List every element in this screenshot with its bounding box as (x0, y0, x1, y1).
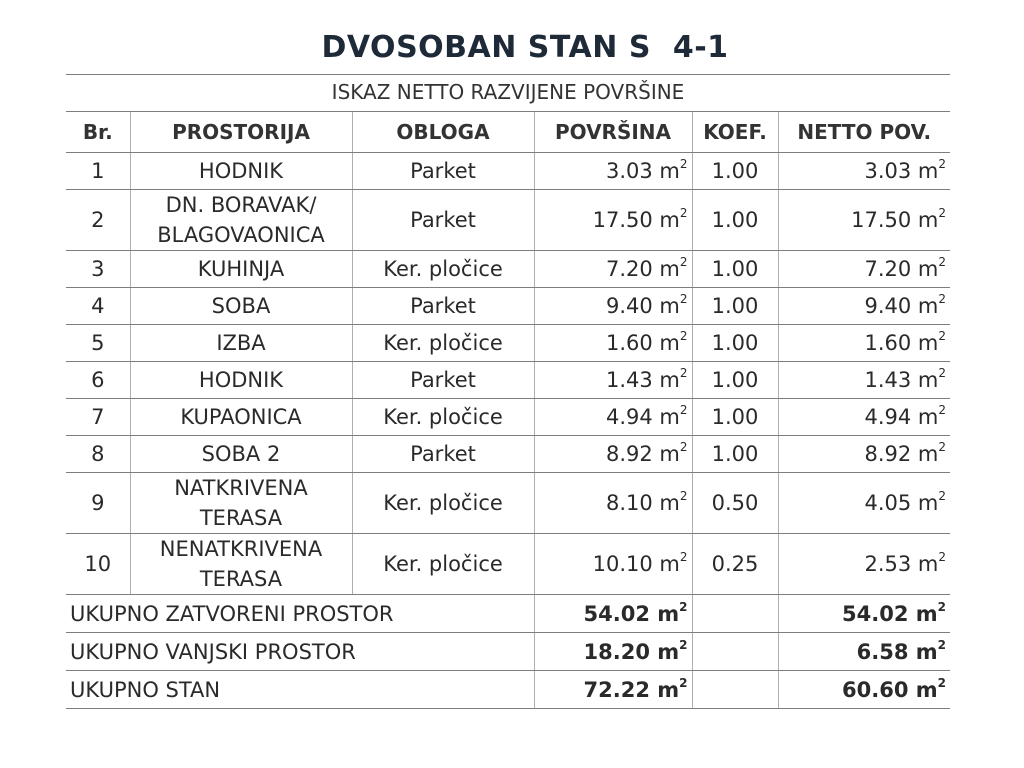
coefficient: 1.00 (692, 399, 778, 436)
unit-superscript: 2 (679, 329, 688, 343)
total-row (66, 595, 950, 633)
floor-covering: Ker. pločice (352, 473, 534, 534)
row-number: 5 (66, 325, 130, 362)
area-value-value: 1.60 m (605, 331, 680, 355)
header-povrsina: POVRŠINA (534, 112, 692, 153)
net-area-value (778, 399, 950, 436)
unit-superscript: 2 (938, 292, 946, 306)
area-value-value: 3.03 m (605, 159, 680, 183)
room-name-line: DN. BORAVAK/ (165, 193, 317, 217)
table-row (66, 362, 950, 399)
area-value (534, 251, 692, 288)
net-area-value-value: 1.43 m (864, 368, 939, 392)
area-value (534, 153, 692, 190)
unit-superscript: 2 (938, 157, 946, 171)
total-coef-empty (692, 671, 778, 709)
room-name: KUHINJA (130, 251, 352, 288)
room-name-line: TERASA (199, 567, 283, 591)
header-br: Br. (66, 112, 130, 153)
area-value (534, 190, 692, 251)
floor-covering: Parket (352, 436, 534, 473)
total-area-value-value: 72.22 m (583, 677, 680, 702)
total-label: UKUPNO ZATVORENI PROSTOR (66, 595, 534, 633)
unit-superscript: 2 (679, 550, 688, 564)
net-area-value-value: 8.92 m (864, 442, 939, 466)
row-number: 1 (66, 153, 130, 190)
net-area-value-value: 7.20 m (864, 257, 939, 281)
room-name (130, 190, 352, 251)
area-value (534, 288, 692, 325)
net-area-value-value: 17.50 m (851, 208, 939, 232)
net-area-value (778, 534, 950, 595)
total-coef-empty (692, 633, 778, 671)
unit-superscript: 2 (679, 206, 688, 220)
row-number: 9 (66, 473, 130, 534)
total-net-value (778, 595, 950, 633)
row-number: 6 (66, 362, 130, 399)
coefficient: 0.25 (692, 534, 778, 595)
table-row (66, 190, 950, 251)
room-name: SOBA (130, 288, 352, 325)
coefficient: 1.00 (692, 325, 778, 362)
net-area-value-value: 4.05 m (864, 491, 939, 515)
table-row (66, 399, 950, 436)
total-area-value-value: 18.20 m (583, 639, 680, 664)
unit-superscript: 2 (679, 675, 688, 690)
total-coef-empty (692, 595, 778, 633)
net-area-value (778, 436, 950, 473)
area-value-value: 10.10 m (592, 552, 680, 576)
unit-superscript: 2 (937, 637, 946, 652)
unit-superscript: 2 (938, 403, 946, 417)
net-area-value (778, 473, 950, 534)
top-divider (66, 74, 950, 75)
area-table (66, 111, 950, 709)
floor-covering: Ker. pločice (352, 325, 534, 362)
unit-superscript: 2 (679, 255, 688, 269)
coefficient: 1.00 (692, 436, 778, 473)
unit-superscript: 2 (679, 403, 688, 417)
floor-covering: Parket (352, 288, 534, 325)
total-row (66, 633, 950, 671)
net-area-value-value: 4.94 m (864, 405, 939, 429)
total-label: UKUPNO VANJSKI PROSTOR (66, 633, 534, 671)
floor-covering: Ker. pločice (352, 534, 534, 595)
table-header-row (66, 112, 950, 153)
room-name: IZBA (130, 325, 352, 362)
unit-superscript: 2 (679, 292, 688, 306)
row-number: 2 (66, 190, 130, 251)
floor-covering: Ker. pločice (352, 399, 534, 436)
net-area-value-value: 2.53 m (864, 552, 939, 576)
unit-superscript: 2 (938, 206, 946, 220)
room-name (130, 534, 352, 595)
row-number: 4 (66, 288, 130, 325)
net-area-value (778, 288, 950, 325)
unit-superscript: 2 (938, 255, 946, 269)
net-area-value (778, 362, 950, 399)
row-number: 3 (66, 251, 130, 288)
total-area-value (534, 671, 692, 709)
area-value (534, 325, 692, 362)
area-value (534, 362, 692, 399)
area-value-value: 7.20 m (605, 257, 680, 281)
unit-superscript: 2 (938, 489, 946, 503)
area-value-value: 4.94 m (605, 405, 680, 429)
table-row (66, 288, 950, 325)
unit-superscript: 2 (679, 440, 688, 454)
total-net-value (778, 633, 950, 671)
unit-superscript: 2 (938, 329, 946, 343)
table-row (66, 436, 950, 473)
page-title: DVOSOBAN STAN S 4-1 (321, 30, 729, 65)
total-row (66, 671, 950, 709)
unit-superscript: 2 (938, 550, 946, 564)
floor-covering: Parket (352, 153, 534, 190)
room-name-line: BLAGOVAONICA (157, 223, 325, 247)
coefficient: 1.00 (692, 251, 778, 288)
area-value (534, 534, 692, 595)
row-number: 10 (66, 534, 130, 595)
coefficient: 1.00 (692, 288, 778, 325)
total-area-value (534, 633, 692, 671)
total-net-value-value: 6.58 m (856, 639, 938, 664)
total-net-value-value: 60.60 m (842, 677, 938, 702)
room-name: SOBA 2 (130, 436, 352, 473)
unit-superscript: 2 (937, 599, 946, 614)
total-area-value-value: 54.02 m (583, 601, 680, 626)
header-obloga: OBLOGA (352, 112, 534, 153)
total-area-value (534, 595, 692, 633)
header-prostorija: PROSTORIJA (130, 112, 352, 153)
table-row (66, 534, 950, 595)
unit-superscript: 2 (938, 366, 946, 380)
area-value (534, 399, 692, 436)
unit-superscript: 2 (679, 366, 688, 380)
room-name: HODNIK (130, 362, 352, 399)
row-number: 8 (66, 436, 130, 473)
room-name: KUPAONICA (130, 399, 352, 436)
room-name (130, 473, 352, 534)
table-subtitle: ISKAZ NETTO RAZVIJENE POVRŠINE (331, 80, 685, 104)
net-area-value (778, 190, 950, 251)
floor-covering: Ker. pločice (352, 251, 534, 288)
unit-superscript: 2 (679, 637, 688, 652)
table-row (66, 473, 950, 534)
area-value-value: 8.92 m (605, 442, 680, 466)
net-area-value-value: 9.40 m (864, 294, 939, 318)
area-value-value: 17.50 m (592, 208, 680, 232)
floor-covering: Parket (352, 190, 534, 251)
net-area-value-value: 1.60 m (864, 331, 939, 355)
room-name-line: NATKRIVENA (174, 476, 308, 500)
room-name-line: TERASA (199, 506, 283, 530)
total-net-value (778, 671, 950, 709)
coefficient: 0.50 (692, 473, 778, 534)
unit-superscript: 2 (679, 599, 688, 614)
header-netto: NETTO POV. (778, 112, 950, 153)
unit-superscript: 2 (938, 440, 946, 454)
area-value (534, 436, 692, 473)
net-area-value-value: 3.03 m (864, 159, 939, 183)
total-label: UKUPNO STAN (66, 671, 534, 709)
area-value (534, 473, 692, 534)
table-row (66, 325, 950, 362)
row-number: 7 (66, 399, 130, 436)
table-row (66, 251, 950, 288)
net-area-value (778, 251, 950, 288)
net-area-value (778, 325, 950, 362)
net-area-value (778, 153, 950, 190)
coefficient: 1.00 (692, 153, 778, 190)
unit-superscript: 2 (679, 489, 688, 503)
area-value-value: 1.43 m (605, 368, 680, 392)
unit-superscript: 2 (937, 675, 946, 690)
coefficient: 1.00 (692, 362, 778, 399)
room-name-line: NENATKRIVENA (159, 537, 323, 561)
area-value-value: 8.10 m (605, 491, 680, 515)
floor-covering: Parket (352, 362, 534, 399)
coefficient: 1.00 (692, 190, 778, 251)
room-name: HODNIK (130, 153, 352, 190)
area-value-value: 9.40 m (605, 294, 680, 318)
unit-superscript: 2 (679, 157, 688, 171)
total-net-value-value: 54.02 m (842, 601, 938, 626)
table-row (66, 153, 950, 190)
header-koef: KOEF. (692, 112, 778, 153)
table-body (66, 153, 950, 709)
